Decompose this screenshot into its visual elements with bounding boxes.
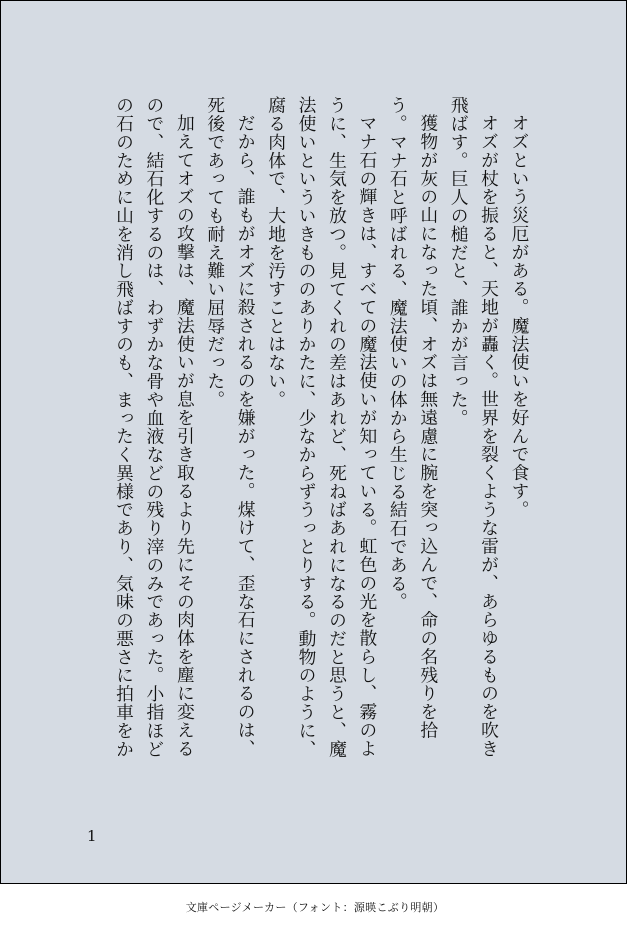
vertical-text-body (108, 96, 534, 768)
paragraph: 獲物が灰の山になった頃、オズは無遠慮に腕を突っ込んで、命の名残りを拾う。マナ石と呼ばれる、魔法使いの体から生じる結石である。 (387, 96, 439, 740)
page-number: 1 (87, 827, 97, 845)
paragraph: オズが杖を振ると、天地が轟く。世界を裂くような雷が、あらゆるものを吹き飛ばす。巨人の槌だと、誰かが言った。 (448, 96, 500, 758)
paragraph: 加えてオズの攻撃は、魔法使いが息を引き取るより先にその肉体を塵に変えるので、結石化するのは、わずかな骨や血液などの残り滓のみであった。小指ほどの石のために山を消し飛ばすのも、まったく異様であり、気味の悪さに拍車をか (113, 96, 196, 759)
paragraph: だから、誰もがオズに殺されるのを嫌がった。煤けて、歪な石にされるのは、死後であっても耐え難い屈辱だった。 (204, 96, 257, 758)
paragraph: オズという災厄がある。魔法使いを好んで食す。 (509, 113, 530, 519)
footer-credit: 文庫ページメーカー（フォント：源暎こぶり明朝） (185, 901, 445, 914)
paragraph: マナ石の輝きは、すべての魔法使いが知っている。虹色の光を散らし、霧のように、生気を放つ。見てくれの差はあれど、死ねばあれになるのだと思うと、魔法使いといういきもののありかたに、少なからずうっとりする。動物のように、腐る肉体で、大地を汚すことはない。 (265, 96, 378, 759)
